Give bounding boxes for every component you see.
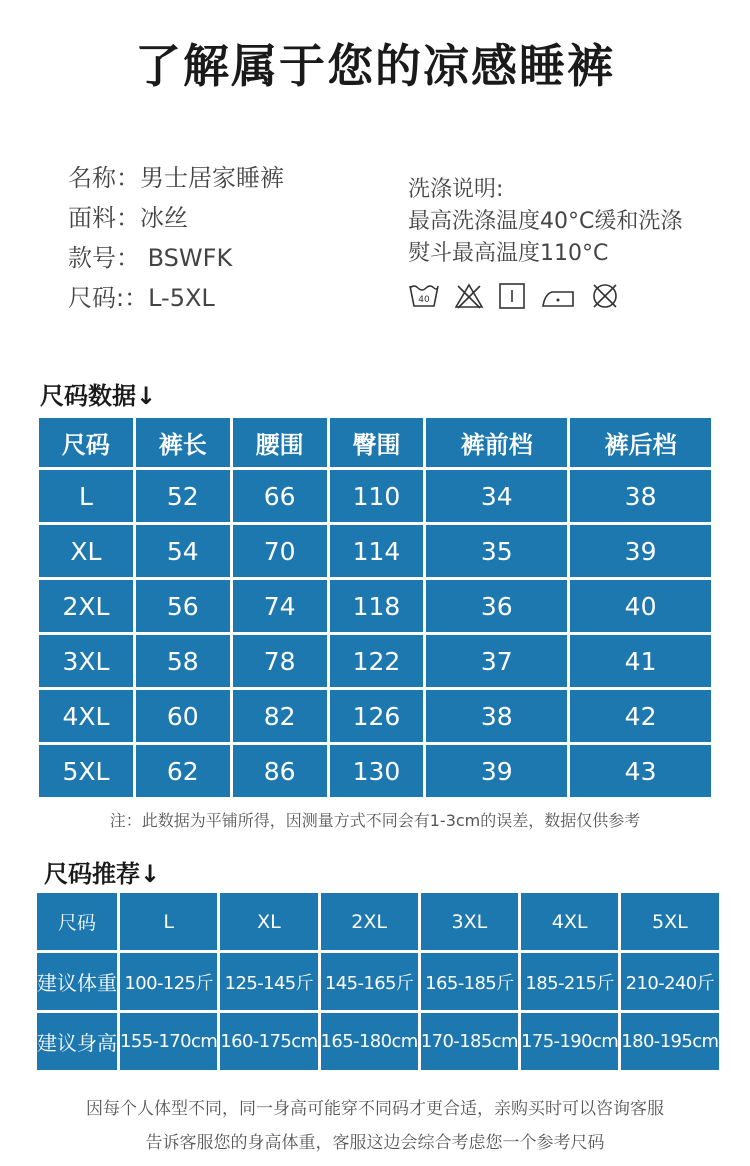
- table-cell: 66: [233, 470, 327, 522]
- rec-col-header: 5XL: [621, 893, 718, 950]
- table-cell: 86: [233, 745, 327, 797]
- no-dryclean-icon: [590, 282, 620, 310]
- table-cell: 39: [570, 525, 711, 577]
- tumble-dry-icon: [498, 282, 526, 310]
- care-heading: 洗涤说明:: [408, 177, 504, 202]
- table-cell: 170-185cm: [421, 1013, 518, 1070]
- table-cell: 38: [570, 470, 711, 522]
- table-cell: 122: [330, 635, 424, 687]
- table-cell: 155-170cm: [120, 1013, 217, 1070]
- product-name: 名称：男士居家睡裤: [68, 164, 284, 192]
- size-table-header-row: [39, 418, 711, 467]
- table-cell: 39: [426, 745, 567, 797]
- table-row: [39, 635, 711, 687]
- table-cell: 180-195cm: [621, 1013, 718, 1070]
- table-cell: 100-125斤: [120, 953, 217, 1010]
- table-cell: 82: [233, 690, 327, 742]
- back-rise-col-header: 裤后档: [570, 418, 711, 467]
- table-cell: 110: [330, 470, 424, 522]
- table-cell: 62: [136, 745, 230, 797]
- table-cell: 145-165斤: [321, 953, 418, 1010]
- table-cell: 43: [570, 745, 711, 797]
- table-cell: 118: [330, 580, 424, 632]
- care-icons: [408, 282, 738, 310]
- table-row: [39, 470, 711, 522]
- no-bleach-icon: [454, 282, 484, 310]
- table-cell: 185-215斤: [521, 953, 618, 1010]
- size-data-title: 尺码数据↓: [40, 382, 157, 410]
- table-cell: 210-240斤: [621, 953, 718, 1010]
- table-cell: 60: [136, 690, 230, 742]
- table-cell: 40: [570, 580, 711, 632]
- table-cell: 34: [426, 470, 567, 522]
- table-row: [37, 953, 719, 1010]
- rec-col-header: XL: [220, 893, 317, 950]
- product-size-range: 尺码:：L-5XL: [68, 284, 215, 312]
- rec-col-header: 3XL: [421, 893, 518, 950]
- table-cell: 70: [233, 525, 327, 577]
- size-recommend-table: [34, 890, 722, 1073]
- table-cell: 165-180cm: [321, 1013, 418, 1070]
- wash-40-icon: [408, 282, 440, 310]
- table-cell: 114: [330, 525, 424, 577]
- table-cell: 37: [426, 635, 567, 687]
- table-cell: 165-185斤: [421, 953, 518, 1010]
- table-row: [37, 1013, 719, 1070]
- front-rise-col-header: 裤前档: [426, 418, 567, 467]
- table-cell: 41: [570, 635, 711, 687]
- table-cell: L: [39, 470, 133, 522]
- table-cell: 56: [136, 580, 230, 632]
- table-cell: 126: [330, 690, 424, 742]
- hip-col-header: 臀围: [330, 418, 424, 467]
- table-cell: 160-175cm: [220, 1013, 317, 1070]
- table-cell: 4XL: [39, 690, 133, 742]
- table-cell: 54: [136, 525, 230, 577]
- table-cell: 42: [570, 690, 711, 742]
- product-info: [68, 158, 284, 318]
- product-model: 款号： BSWFK: [68, 244, 233, 272]
- care-wash-temp: 最高洗涤温度40°C缓和洗涤: [408, 209, 683, 234]
- table-row: [39, 690, 711, 742]
- table-cell: XL: [39, 525, 133, 577]
- size-data-table: [36, 415, 714, 800]
- rec-col-header: 尺码: [37, 893, 117, 950]
- measurement-note: 注：此数据为平铺所得，因测量方式不同会有1-3cm的误差，数据仅供参考: [109, 811, 641, 830]
- table-cell: 52: [136, 470, 230, 522]
- table-cell: 78: [233, 635, 327, 687]
- care-iron-temp: 熨斗最高温度110°C: [408, 241, 609, 266]
- size-recommend-title: 尺码推荐↓: [44, 860, 161, 888]
- row-header-weight: 建议体重: [37, 953, 117, 1010]
- table-row: [39, 525, 711, 577]
- waist-col-header: 腰围: [233, 418, 327, 467]
- wash-temp-label: 40: [418, 295, 430, 305]
- table-row: [39, 745, 711, 797]
- footer-line-2: 告诉客服您的身高体重，客服这边会综合考虑您一个参考尺码: [145, 1133, 605, 1153]
- table-cell: 125-145斤: [220, 953, 317, 1010]
- page-title: 了解属于您的凉感睡裤: [135, 39, 615, 93]
- length-col-header: 裤长: [136, 418, 230, 467]
- size-col-header: 尺码: [39, 418, 133, 467]
- rec-table-header-row: [37, 893, 719, 950]
- table-cell: 74: [233, 580, 327, 632]
- table-cell: 36: [426, 580, 567, 632]
- table-cell: 2XL: [39, 580, 133, 632]
- row-header-height: 建议身高: [37, 1013, 117, 1070]
- table-cell: 175-190cm: [521, 1013, 618, 1070]
- table-cell: 58: [136, 635, 230, 687]
- rec-col-header: 4XL: [521, 893, 618, 950]
- rec-col-header: 2XL: [321, 893, 418, 950]
- product-fabric: 面料：冰丝: [68, 204, 188, 232]
- iron-icon: [540, 282, 576, 310]
- table-cell: 38: [426, 690, 567, 742]
- rec-col-header: L: [120, 893, 217, 950]
- care-instructions: [408, 174, 738, 310]
- table-cell: 130: [330, 745, 424, 797]
- table-cell: 35: [426, 525, 567, 577]
- table-cell: 5XL: [39, 745, 133, 797]
- table-cell: 3XL: [39, 635, 133, 687]
- footer-line-1: 因每个人体型不同，同一身高可能穿不同码才更合适，亲购买时可以咨询客服: [86, 1099, 664, 1119]
- table-row: [39, 580, 711, 632]
